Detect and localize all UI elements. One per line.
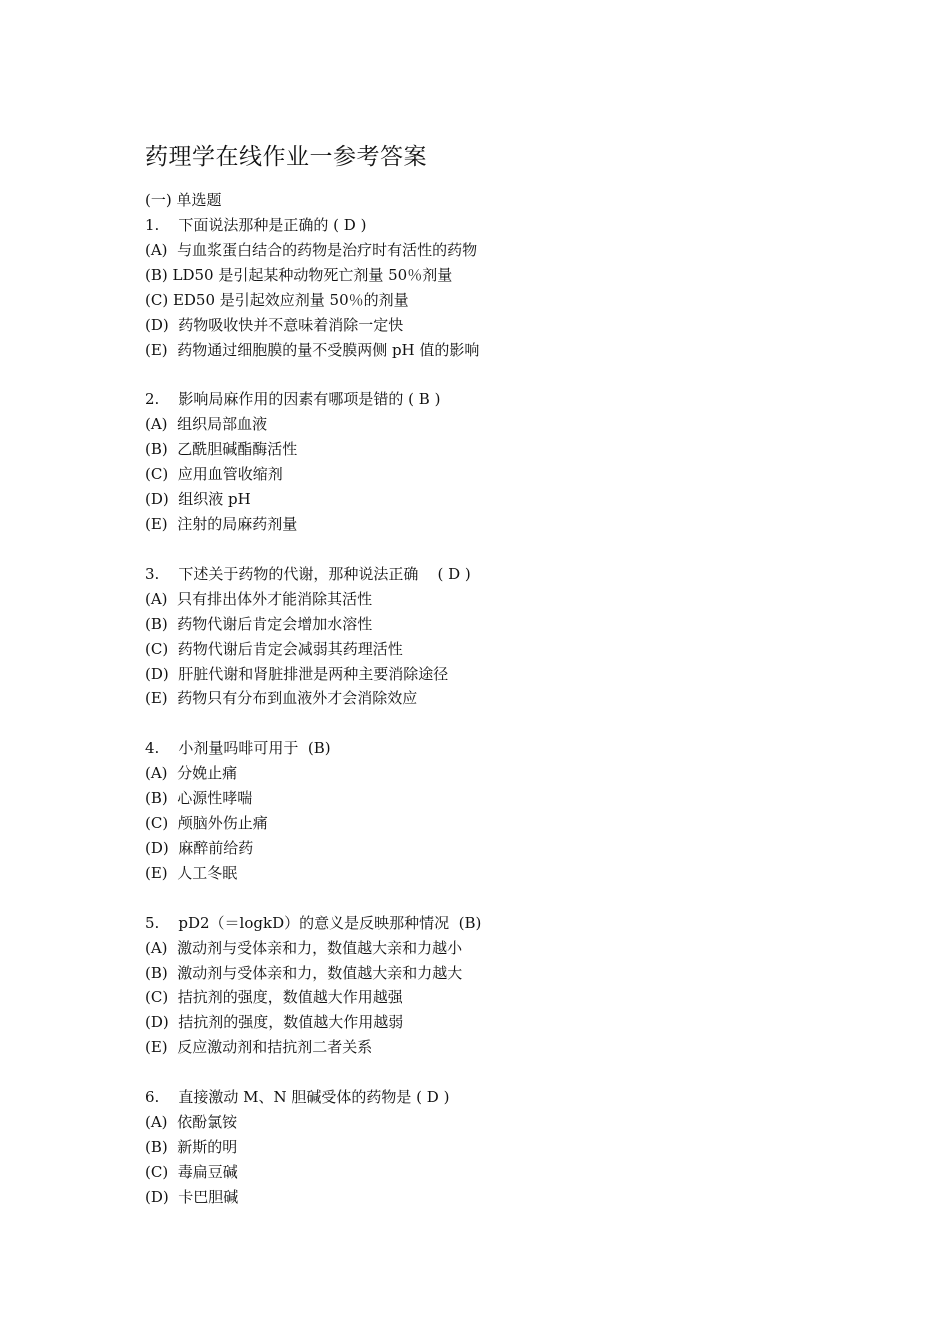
option-a: (A) 只有排出体外才能消除其活性 <box>145 589 373 608</box>
question-2 <box>145 387 845 536</box>
option-d: (D) 卡巴胆碱 <box>145 1187 239 1206</box>
question-1 <box>145 213 845 362</box>
option-d: (D) 肝脏代谢和肾脏排泄是两种主要消除途径 <box>145 664 449 683</box>
option-c: (C) 毒扁豆碱 <box>145 1162 238 1181</box>
option-e: (E) 药物通过细胞膜的量不受膜两侧 pH 值的影响 <box>145 340 480 359</box>
question-6 <box>145 1085 845 1210</box>
option-d: (D) 拮抗剂的强度，数值越大作用越弱 <box>145 1013 404 1032</box>
question-stem: 3. 下述关于药物的代谢，那种说法正确 ( D ) <box>145 564 471 583</box>
option-b: (B) 新斯的明 <box>145 1138 238 1156</box>
option-d: (D) 麻醉前给药 <box>145 838 254 857</box>
option-b: (B) LD50 是引起某种动物死亡剂量 50％剂量 <box>145 265 453 284</box>
option-d: (D) 组织液 pH <box>145 490 251 509</box>
option-a: (A) 与血浆蛋白结合的药物是治疗时有活性的药物 <box>145 240 478 259</box>
question-stem: 5. pD2（＝logkD）的意义是反映那种情况 (B) <box>145 913 482 932</box>
question-4 <box>145 736 845 885</box>
question-5 <box>145 911 845 1060</box>
option-e: (E) 药物只有分布到血液外才会消除效应 <box>145 689 418 708</box>
option-e: (E) 注射的局麻药剂量 <box>145 514 298 533</box>
option-c: (C) 应用血管收缩剂 <box>145 465 283 484</box>
option-a: (A) 分娩止痛 <box>145 764 238 783</box>
option-a: (A) 依酚氯铵 <box>145 1113 238 1132</box>
page-title: 药理学在线作业一参考答案 <box>145 144 427 170</box>
question-stem: 1. 下面说法那种是正确的 ( D ) <box>145 216 367 234</box>
option-b: (B) 药物代谢后肯定会增加水溶性 <box>145 614 373 633</box>
option-b: (B) 乙酰胆碱酯酶活性 <box>145 440 298 459</box>
option-b: (B) 心源性哮喘 <box>145 789 253 808</box>
option-c: (C) 颅脑外伤止痛 <box>145 814 268 833</box>
question-stem: 6. 直接激动 M、N 胆碱受体的药物是 ( D ) <box>145 1088 450 1107</box>
option-e: (E) 反应激动剂和拮抗剂二者关系 <box>145 1038 373 1057</box>
document-page <box>145 140 845 1235</box>
option-b: (B) 激动剂与受体亲和力，数值越大亲和力越大 <box>145 963 463 982</box>
option-e: (E) 人工冬眠 <box>145 863 238 882</box>
option-c: (C) 药物代谢后肯定会减弱其药理活性 <box>145 639 403 658</box>
option-c: (C) ED50 是引起效应剂量 50％的剂量 <box>145 290 409 309</box>
option-c: (C) 拮抗剂的强度，数值越大作用越强 <box>145 988 403 1007</box>
section-heading: (一) 单选题 <box>145 191 222 209</box>
option-a: (A) 组织局部血液 <box>145 415 268 434</box>
question-3 <box>145 562 845 711</box>
question-stem: 4. 小剂量吗啡可用于 (B) <box>145 739 331 758</box>
option-a: (A) 激动剂与受体亲和力，数值越大亲和力越小 <box>145 938 463 957</box>
question-stem: 2. 影响局麻作用的因素有哪项是错的 ( B ) <box>145 390 441 409</box>
option-d: (D) 药物吸收快并不意味着消除一定快 <box>145 315 404 334</box>
